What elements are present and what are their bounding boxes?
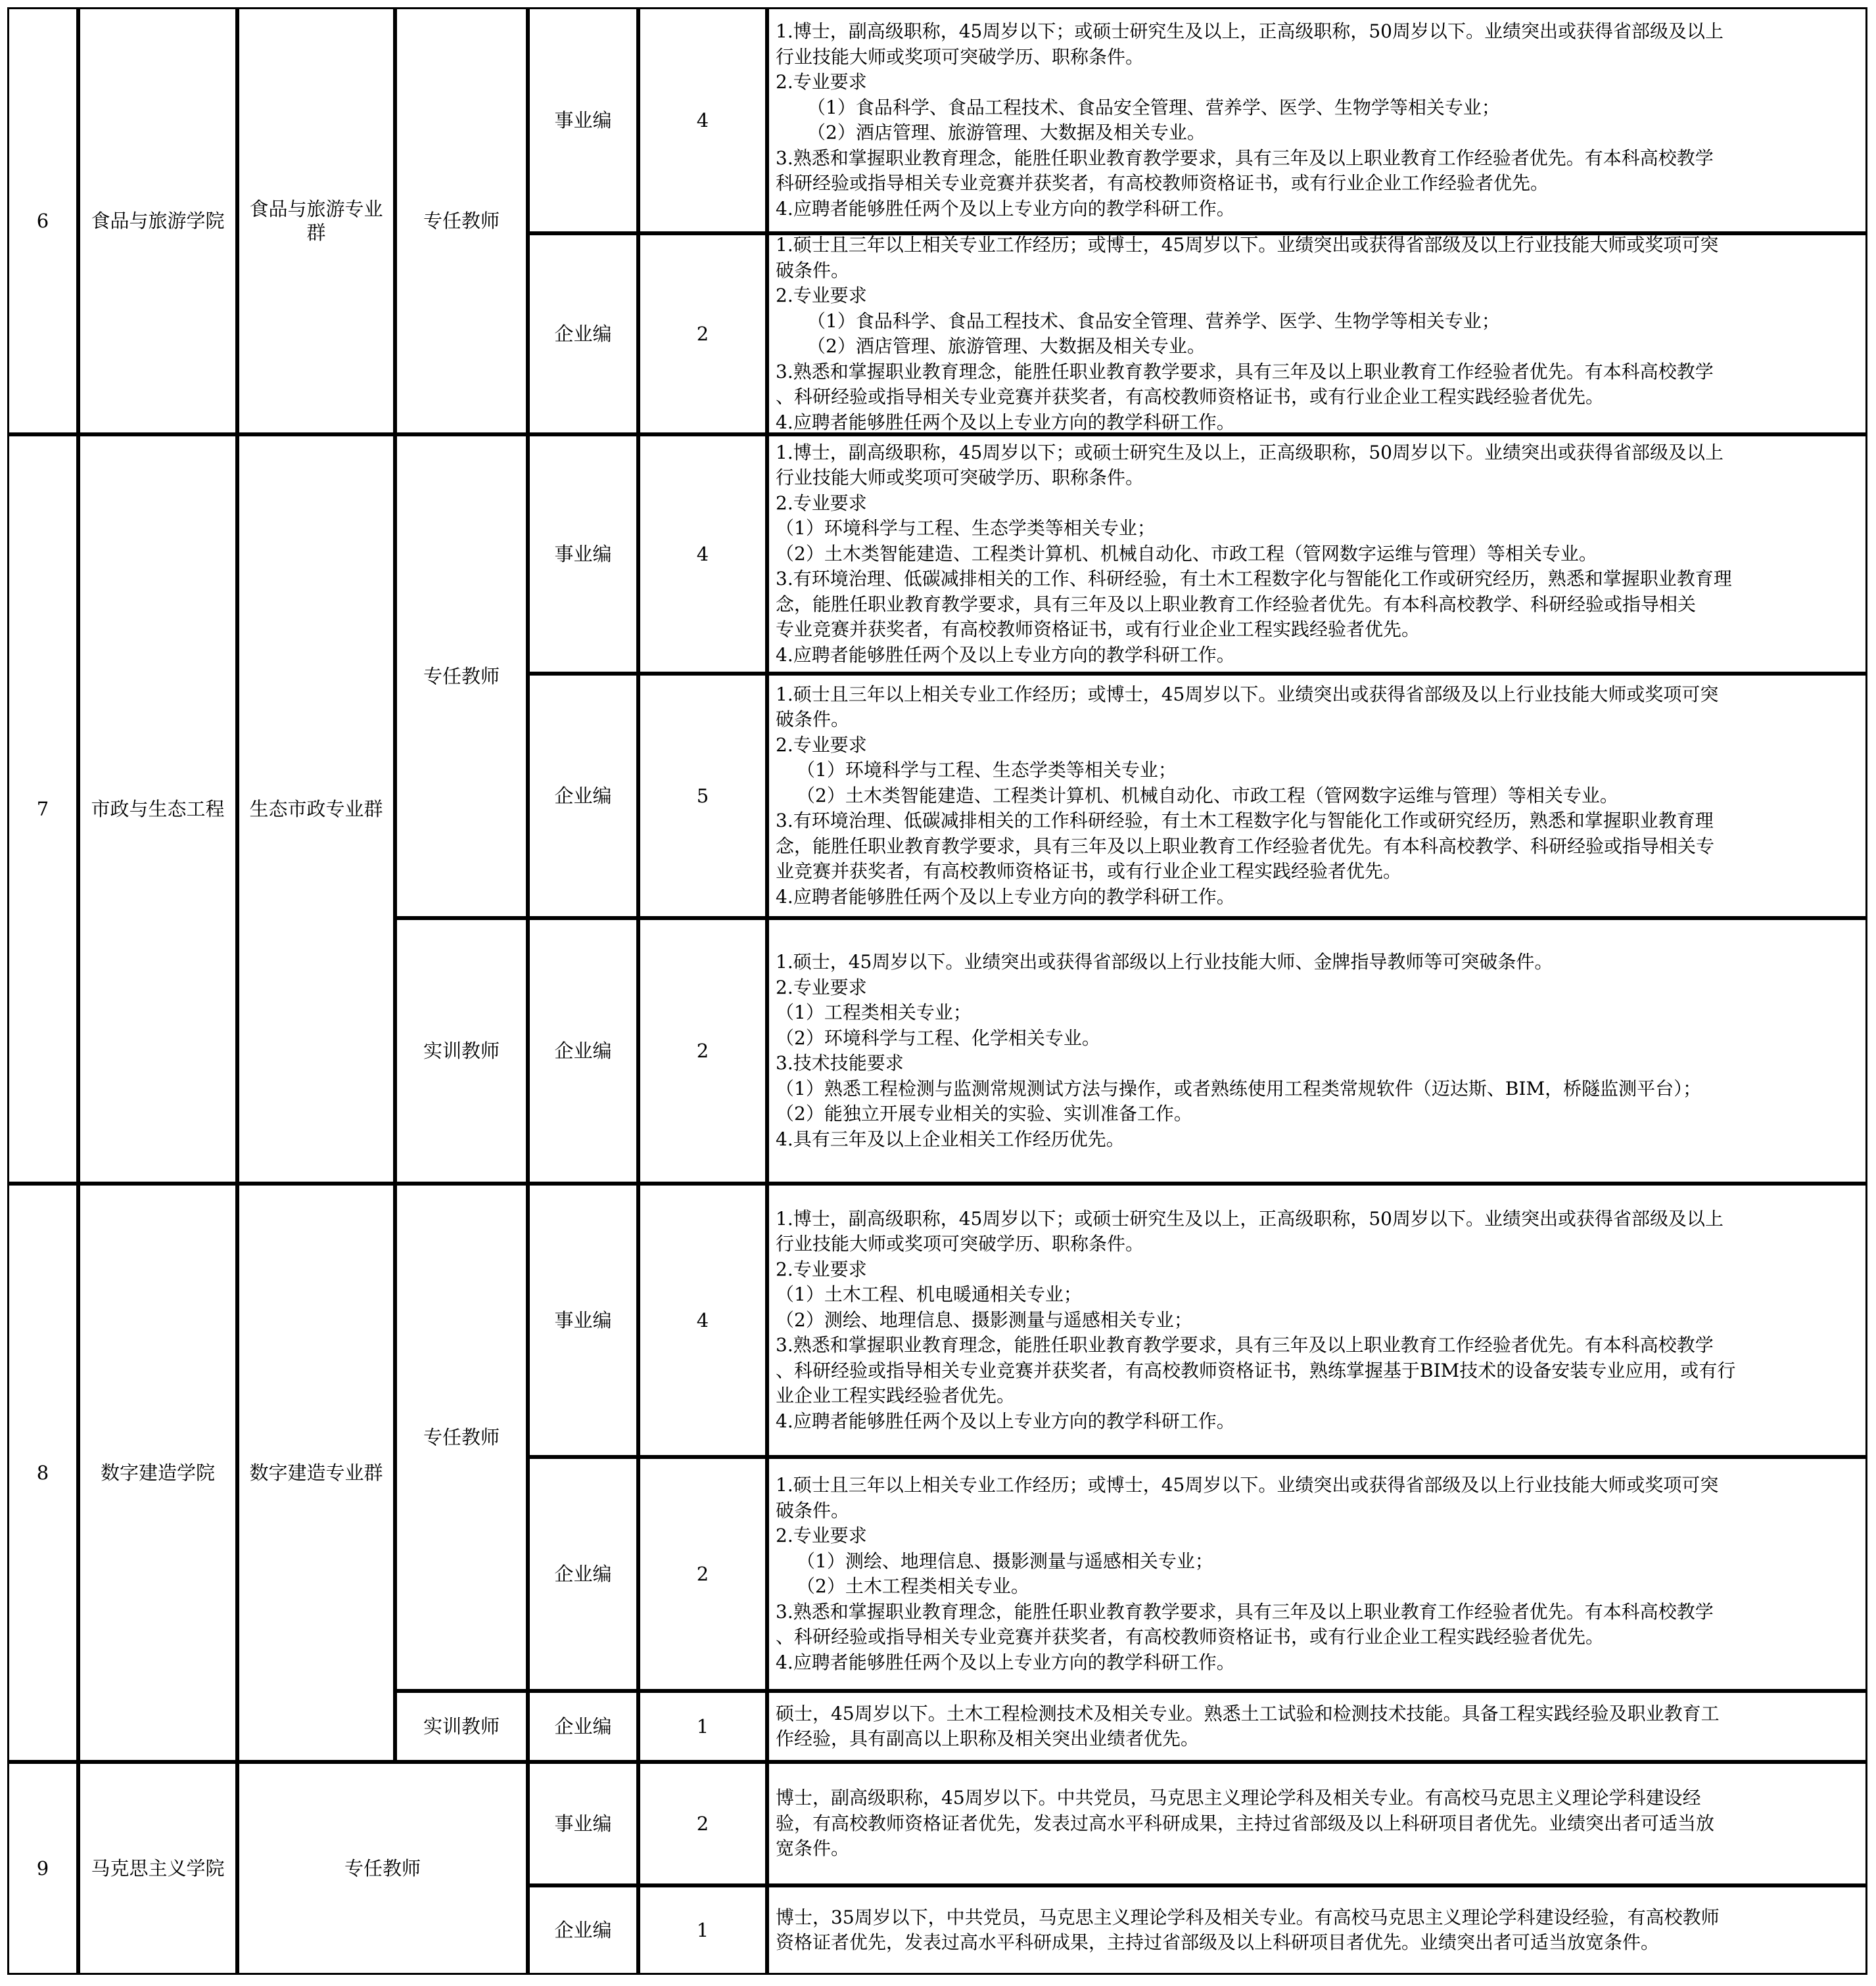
requirement-line: （2）测绘、地理信息、摄影测量与遥感相关专业； [776,1308,1192,1331]
requirement-line: （1）食品科学、食品工程技术、食品安全管理、营养学、医学、生物学等相关专业； [807,310,1500,332]
position-name: 专任教师 [395,434,528,918]
requirement-line: 1.硕士且三年以上相关专业工作经历；或博士，45周岁以下。业绩突出或获得省部级及以上行业技能大师或奖项可突 [776,683,1719,705]
hire-count: 1 [638,1885,767,1975]
requirements [767,1184,1867,1457]
college-name: 食品与旅游学院 [78,7,237,434]
position-name: 专任教师 [395,1184,528,1691]
hire-count: 4 [638,7,767,233]
college-name: 市政与生态工程 [78,434,237,1184]
requirements [767,1885,1867,1975]
hire-count: 2 [638,233,767,434]
hire-count: 2 [638,918,767,1184]
requirement-line: 念，能胜任职业教育教学要求，具有三年及以上职业教育工作经验者优先。有本科高校教学、科研经验或指导相关专 [776,835,1715,857]
requirements [767,1691,1867,1762]
requirement-line: 4.应聘者能够胜任两个及以上专业方向的教学科研工作。 [776,411,1235,433]
requirement-line: （1）环境科学与工程、生态学类等相关专业； [776,517,1156,540]
major-group: 数字建造专业群 [237,1184,395,1762]
requirement-line: 行业技能大师或奖项可突破学历、职称条件。 [776,1233,1144,1255]
requirement-line: 行业技能大师或奖项可突破学历、职称条件。 [776,467,1144,489]
requirement-line: 、科研经验或指导相关专业竞赛并获奖者，有高校教师资格证书，熟练掌握基于BIM技术的设备安装专业应用，或有行 [776,1359,1736,1381]
requirement-line: 3.有环境治理、低碳减排相关的工作、科研经验，有土木工程数字化与智能化工作或研究经历，熟悉和掌握职业教育理 [776,568,1732,590]
requirements [767,7,1867,233]
requirement-line: （1）土木工程、机电暖通相关专业； [776,1283,1082,1306]
staff-type: 事业编 [528,1762,638,1885]
row-number: 6 [7,7,78,434]
requirement-line: 4.应聘者能够胜任两个及以上专业方向的教学科研工作。 [776,197,1235,219]
requirement-line: （1）工程类相关专业； [776,1002,972,1023]
requirement-line: 2.专业要求 [776,71,867,93]
position-name: 实训教师 [395,1691,528,1762]
requirement-line: （2）能独立开展专业相关的实验、实训准备工作。 [776,1103,1192,1124]
requirement-line: （2）土木工程类相关专业。 [797,1575,1029,1597]
requirement-line: 专业竞赛并获奖者，有高校教师资格证书，或有行业企业工程实践经验者优先。 [776,618,1420,641]
position-name: 专任教师 [237,1762,528,1975]
hire-count: 5 [638,674,767,918]
requirement-line: 念，能胜任职业教育教学要求，具有三年及以上职业教育工作经验者优先。有本科高校教学、科研经验或指导相关 [776,593,1697,615]
requirements [767,1762,1867,1885]
requirement-line: 2.专业要求 [776,733,867,756]
requirement-line: 1.博士，副高级职称，45周岁以下；或硕士研究生及以上，正高级职称，50周岁以下。业绩突出或获得省部级及以上 [776,1207,1724,1230]
hire-count: 2 [638,1762,767,1885]
requirement-line: 3.熟悉和掌握职业教育理念，能胜任职业教育教学要求，具有三年及以上职业教育工作经验者优先。有本科高校教学 [776,1334,1714,1356]
requirements [767,674,1867,918]
row-number: 9 [7,1762,78,1975]
requirement-line: 3.技术技能要求 [776,1052,904,1074]
hire-count: 2 [638,1457,767,1691]
requirement-line: 3.熟悉和掌握职业教育理念，能胜任职业教育教学要求，具有三年及以上职业教育工作经验者优先。有本科高校教学 [776,360,1714,382]
requirement-line: 2.专业要求 [776,1258,867,1280]
requirement-line: （1）熟悉工程检测与监测常规测试方法与操作，或者熟练使用工程类常规软件（迈达斯、BIM，桥隧监测平台）； [776,1077,1702,1099]
staff-type: 事业编 [528,1184,638,1457]
requirement-line: 、科研经验或指导相关专业竞赛并获奖者，有高校教师资格证书，或有行业企业工程实践经验者优先。 [776,1626,1605,1648]
position-name: 实训教师 [395,918,528,1184]
requirement-line: （1）食品科学、食品工程技术、食品安全管理、营养学、医学、生物学等相关专业； [807,96,1500,118]
requirement-line: 2.专业要求 [776,492,867,514]
college-name: 马克思主义学院 [78,1762,237,1975]
requirement-line: 2.专业要求 [776,285,867,306]
staff-type: 企业编 [528,918,638,1184]
requirement-line: 4.应聘者能够胜任两个及以上专业方向的教学科研工作。 [776,1651,1235,1673]
requirement-line: 3.有环境治理、低碳减排相关的工作科研经验，有土木工程数字化与智能化工作或研究经历，熟悉和掌握职业教育理 [776,810,1714,832]
row-number: 8 [7,1184,78,1762]
requirement-line: 验，有高校教师资格证者优先，发表过高水平科研成果，主持过省部级及以上科研项目者优先。业绩突出者可适当放 [776,1812,1715,1834]
requirement-line: 1.博士，副高级职称，45周岁以下；或硕士研究生及以上，正高级职称，50周岁以下。业绩突出或获得省部级及以上 [776,441,1724,463]
requirement-line: 1.博士，副高级职称，45周岁以下；或硕士研究生及以上，正高级职称，50周岁以下。业绩突出或获得省部级及以上 [776,20,1724,42]
major-group: 食品与旅游专业群 [237,7,395,434]
requirement-line: 科研经验或指导相关专业竞赛并获奖者，有高校教师资格证书，或有行业企业工作经验者优先。 [776,172,1549,194]
requirement-line: 资格证者优先，发表过高水平科研成果，主持过省部级及以上科研项目者优先。业绩突出者可适当放宽条件。 [776,1931,1660,1953]
requirement-line: 业企业工程实践经验者优先。 [776,1385,1016,1407]
requirement-line: （1）测绘、地理信息、摄影测量与遥感相关专业； [797,1550,1213,1572]
requirement-line: 宽条件。 [776,1837,850,1860]
requirement-line: （2）酒店管理、旅游管理、大数据及相关专业。 [807,122,1206,143]
requirement-line: 破条件。 [776,1499,850,1521]
hire-count: 1 [638,1691,767,1762]
requirement-line: 博士，副高级职称，45周岁以下。中共党员，马克思主义理论学科及相关专业。有高校马克思主义理论学科建设经 [776,1787,1701,1809]
requirement-line: （2）酒店管理、旅游管理、大数据及相关专业。 [807,335,1206,357]
staff-type: 企业编 [528,674,638,918]
requirement-line: 1.硕士且三年以上相关专业工作经历；或博士，45周岁以下。业绩突出或获得省部级及以上行业技能大师或奖项可突 [776,1474,1719,1496]
requirements [767,434,1867,674]
staff-type: 企业编 [528,1457,638,1691]
hire-count: 4 [638,434,767,674]
requirement-line: 1.硕士，45周岁以下。业绩突出或获得省部级以上行业技能大师、金牌指导教师等可突破条件。 [776,951,1553,973]
row-number: 7 [7,434,78,1184]
requirement-line: （2）土木类智能建造、工程类计算机、机械自动化、市政工程（管网数字运维与管理）等相关专业。 [797,784,1618,806]
hire-count: 4 [638,1184,767,1457]
requirement-line: （1）环境科学与工程、生态学类等相关专业； [797,759,1177,781]
requirement-line: 破条件。 [776,708,850,731]
major-group: 生态市政专业群 [237,434,395,1184]
requirement-line: 行业技能大师或奖项可突破学历、职称条件。 [776,45,1144,68]
requirements [767,1457,1867,1691]
requirement-line: 4.具有三年及以上企业相关工作经历优先。 [776,1128,1125,1150]
requirement-line: 4.应聘者能够胜任两个及以上专业方向的教学科研工作。 [776,885,1235,908]
requirement-line: 作经验，具有副高以上职称及相关突出业绩者优先。 [776,1728,1200,1749]
staff-type: 企业编 [528,1691,638,1762]
requirement-line: 硕士，45周岁以下。土木工程检测技术及相关专业。熟悉土工试验和检测技术技能。具备工程实践经验及职业教育工 [776,1702,1720,1724]
requirement-line: 1.硕士且三年以上相关专业工作经历；或博士，45周岁以下。业绩突出或获得省部级及以上行业技能大师或奖项可突 [776,234,1719,256]
requirement-line: 3.熟悉和掌握职业教育理念，能胜任职业教育教学要求，具有三年及以上职业教育工作经验者优先。有本科高校教学 [776,1600,1714,1623]
staff-type: 企业编 [528,1885,638,1975]
college-name: 数字建造学院 [78,1184,237,1762]
staff-type: 事业编 [528,7,638,233]
requirement-line: 2.专业要求 [776,976,867,998]
requirement-line: 3.熟悉和掌握职业教育理念，能胜任职业教育教学要求，具有三年及以上职业教育工作经验者优先。有本科高校教学 [776,147,1714,169]
requirement-line: 博士，35周岁以下，中共党员，马克思主义理论学科及相关专业。有高校马克思主义理论学科建设经验，有高校教师 [776,1906,1720,1928]
requirement-line: 4.应聘者能够胜任两个及以上专业方向的教学科研工作。 [776,643,1235,666]
requirement-line: 2.专业要求 [776,1525,867,1546]
requirement-line: 、科研经验或指导相关专业竞赛并获奖者，有高校教师资格证书，或有行业企业工程实践经验者优先。 [776,386,1605,407]
requirement-line: 破条件。 [776,259,850,281]
staff-type: 事业编 [528,434,638,674]
requirements [767,918,1867,1184]
requirement-line: （2）土木类智能建造、工程类计算机、机械自动化、市政工程（管网数字运维与管理）等相关专业。 [776,542,1597,565]
requirements [767,233,1867,434]
requirement-line: （2）环境科学与工程、化学相关专业。 [776,1027,1100,1049]
staff-type: 企业编 [528,233,638,434]
requirement-line: 业竞赛并获奖者，有高校教师资格证书，或有行业企业工程实践经验者优先。 [776,860,1402,883]
requirement-line: 4.应聘者能够胜任两个及以上专业方向的教学科研工作。 [776,1410,1235,1432]
position-name: 专任教师 [395,7,528,434]
